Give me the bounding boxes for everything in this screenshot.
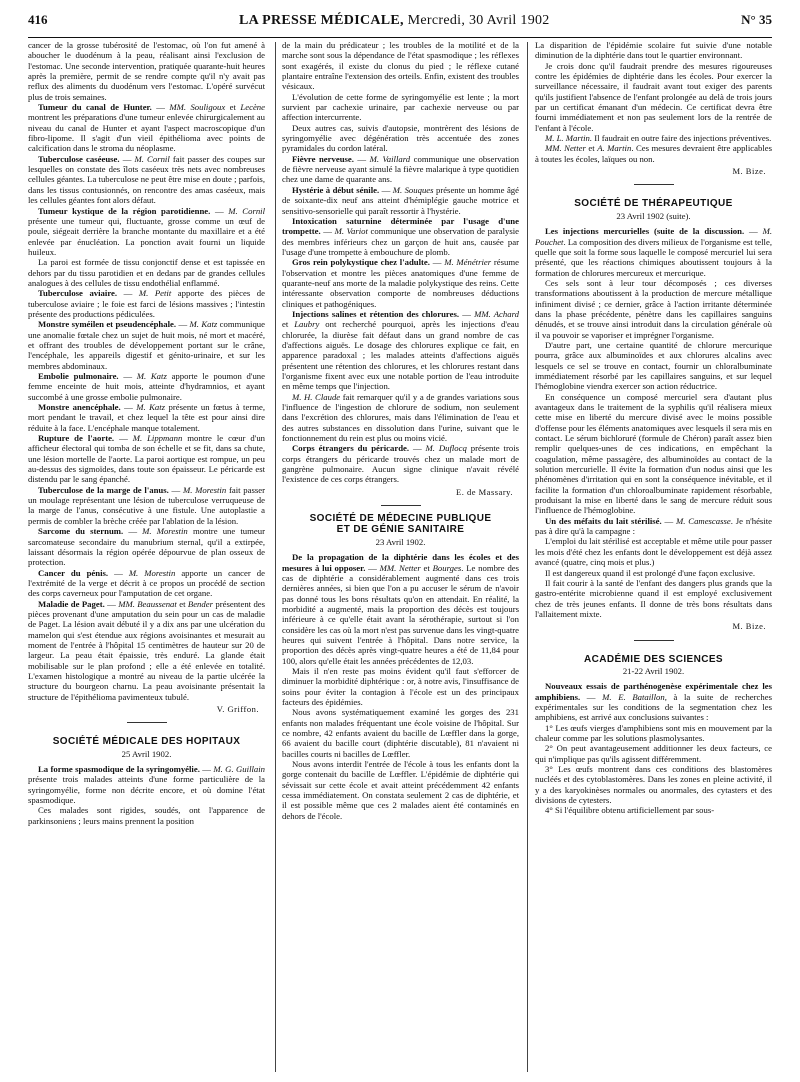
entry-achard: Injections salines et rétention des chlorures. — MM. Achard et Laubry ont recherché pourquoi, après les injections d'eau chlorurée, la diurèse fait défaut dans un grand nombre de cas d'affections aiguës. Le dosage des chlorures explique ce fait, en apparence paradoxal ; les malades atteints d'affections aiguës présentent une rétention des chlorures, et les chlorures restant dans l'organisme fixent avec eux une notable portion de l'eau introduite en même temps que l'injection. [282,308,519,392]
entry-souques: Hystérie à début sénile. — M. Souques présente un homme âgé de soixante-dix neuf ans atteint d'hémiplégie gauche motrice et sensitivo-sensorielle qui paraît ressortir à l'hystérie. [282,184,519,216]
entry-morestin-penis: Cancer du pénis. — M. Morestin apporte un cancer de l'extrémité de la verge et décrit à ce propos un procédé de section des corps caverneux pour l'amputation de cet organe. [28,567,265,599]
running-title [239,13,550,29]
list-item: 4° Si l'équilibre obtenu artificiellement par sous- [545,805,715,816]
paragraph: L'emploi du lait stérilisé est acceptable et même utile pour passer les mois d'été chez les enfants dont le développement est déjà assez avancé (quatre, cinq mois et plus.) [535,536,772,568]
entry-morestin-anus: Tuberculose de la marge de l'anus. — M. Morestin fait passer un moulage représentant une lésion de tuberculose verruqueuse de la marge de l'anus, consécutive à une fistule. Une autoplastie a permis de combler la brèche créée par l'ablation de la lésion. [28,484,265,526]
entry-netter-martin: MM. Netter et A. Martin. Ces mesures devraient être applicables à toutes les écoles, laïques ou non. [535,143,772,164]
paragraph: Il est dangereux quand il est prolongé d'une façon exclusive. [545,567,755,578]
column-divider [275,42,276,1072]
signature-griffon: V. Griffon. [216,704,259,714]
paragraph: Nous avons systématiquement examiné les gorges des 231 enfants non malades fréquentant une école voisine de l'hôpital. Sur ce nombre, 42 enfants avaient du bacille de Lœffler dans la gorge, 66 avaient du bacille court (diphtérie discutable), 81 n'avaient ni bacilles courts ni bacilles de Lœffler. [282,707,519,759]
signature-bize: M. Bize. [732,621,766,632]
paragraph: cancer de la grosse tubérosité de l'estomac, où l'on fut amené à aboucher le duodénum à la peau, réalisant ainsi l'exclusion de l'estomac. Une seconde intervention, pratiquée quarante-huit heures après la première, permit de se rendre compte qu'il n'y avait pas reflux des aliments du duodénum vers l'estomac. L'opéré survécut plus de trois semaines. [28,40,265,102]
section-date: 23 Avril 1902 (suite). [616,210,691,221]
entry-souligoux: Tumeur du canal de Hunter. — MM. Souligoux et Lecène montrent les préparations d'une tumeur enlevée chirurgicalement au niveau du canal de Hunter et ayant l'aspect macroscopique d'un fibro-lipome. Il s'agit d'un vieil épithélioma avec points de calcification dans le stroma du néoplasme. [28,102,265,154]
entry-petit: Tuberculose aviaire. — M. Petit apporte des pièces de tuberculose aviaire ; le foie est farci de lésions massives ; l'intestin présente des productions pédiculées. [28,288,265,319]
section-date: 25 Avril 1902. [121,748,172,759]
column-1 [28,40,265,1076]
section-title-hopitaux: SOCIÉTÉ MÉDICALE DES HOPITAUX [52,736,241,748]
list-item: 3° Les œufs montrent dans ces conditions des blastomères nucléés et des cytoblastomères. Dans les zones en pleine activité, il y a des karyokinèses normales ou anormales, des cytasters et des divisions de cytesters. [535,764,772,806]
section-title-therapeutique: SOCIÉTÉ DE THÉRAPEUTIQUE [574,198,733,210]
entry-menetrier: Gros rein polykystique chez l'adulte. — M. Ménétrier résume l'observation et montre les pièces anatomiques d'une femme de quarante-neuf ans morte de la maladie polykystique des reins. Cette intéressante observation comporte de nombreuses déductions cliniques et pathogéniques. [282,257,519,309]
signature-massary: E. de Massary. [456,486,513,497]
section-date: 23 Avril 1902. [375,536,426,547]
entry-bataillon: Nouveaux essais de parthénogenèse expérimentale chez les amphibiens. — M. E. Bataillon, à la suite de recherches expérimentales sur les conditions de la segmentation chez les amphibiens, est arrivé aux conclusions suivantes : [535,681,772,723]
entry-katz-embolie: Embolie pulmonaire. — M. Katz apporte le poumon d'une femme enceinte de huit mois, atteinte d'hydramnios, et ayant succombé à une grosse embolie pulmonaire. [28,371,265,402]
separator-rule [381,505,421,506]
list-item: 1° Les œufs vierges d'amphibiens sont mis en mouvement par la chaleur comme par les solutions plasmolysantes. [535,722,772,743]
paragraph: Ces sels sont à leur tour décomposés ; ces diverses transformations aboutissent à la production de mercure métallique infiniment divisé ; ce dernier, grâce à l'action irritante déterminée dans la phase précédente, pénètre dans les capillaires sanguins dénudés, et se trouve ainsi introduit dans la circulation générale où il va pouvoir se vaporiser et imprégner l'organisme. [535,277,772,340]
entry-katz-monstre: Monstre syméilen et pseudencéphale. — M. Katz communique une anomalie fœtale chez un sujet de huit mois, né mort et macéré, et offrant des troubles de développement portant sur le crâne, l'encéphale, les appareils digestif et génito-urinaire, et sur les membres abdominaux. [28,319,265,371]
entry-claude: M. H. Claude fait remarquer qu'il y a de grandes variations sous l'influence de l'ingestion de chlorure de sodium, non seulement dans l'excrétion des chlorures, mais dans l'élimination de l'eau et des autres substances en dissolution dans l'urine, suivant que le fonctionnement du rein est plus ou moins vicié. [282,391,519,444]
section-date: 21-22 Avril 1902. [622,665,685,676]
paragraph: Nous avons interdit l'entrée de l'école à tous les enfants dont la gorge contenait du bacille de Lœffler. L'épidémie de diphtérie qui sévissait sur cette école et avait atteint précédemment 42 enfants cessa immédiatement. On constata seulement 2 cas de diphtérie, et il est possible même que ces 2 malades aient été contaminés en dehors de l'école. [282,759,519,821]
separator-rule [127,722,167,723]
page-header [28,12,772,38]
entry-morestin-sternum: Sarcome du sternum. — M. Morestin montre une tumeur sarcomateuse secondaire du manubrium sternal, qu'il a extirpée, laissant désormais la région opérée dépourvue de plan osseux de protection. [28,526,265,568]
paragraph: En conséquence un composé mercuriel sera d'autant plus avantageux dans le traitement de la syphilis qu'il réalisera mieux cette mise en liberté du mercure divisé avec le moins possible d'offense pour les éléments anatomiques avec lesquels il sera mis en contact. Le sérum bichloruré (formule de Chéron) paraît assez bien remplir quelques-unes de ces indications, en empêchant la coagulation, même passagère, des albuminoïdes au contact de la solution mercurielle. Il évite la formation d'un nodus ainsi que les phénomènes d'irritation qui en sont la conséquence inévitable, et il facilite la formation d'un chloroalbuminate rapidement résorbable, produisant la mise en liberté dans le sang de mercure réduit sous l'influence de l'hémoglobine. [535,391,772,516]
section-title-academie: ACADÉMIE DES SCIENCES [584,653,723,665]
paragraph: Mais il n'en reste pas moins évident qu'il faut s'efforcer de diminuer la morbidité diphtérique : or, à notre avis, l'insuffisance de soins pour éviter la contagion à l'école est un des principaux facteurs des épidémies. [282,665,519,707]
paragraph: Je crois donc qu'il faudrait prendre des mesures rigoureuses contre les épidémies de diphtérie dans les écoles. Pour exercer la surveillance nécessaire, il faudrait avant tout exiger des parents qu'ils justifient l'absence de l'enfant prolongée au delà de trois jours par un certificat émanant d'un médecin. Ce certificat devra être fourni immédiatement et non pas seulement lors de la rentrée de l'enfant à l'école. [535,60,772,133]
column-2 [282,40,519,1076]
article-columns [28,40,772,1076]
paragraph: Deux autres cas, suivis d'autopsie, montrèrent des lésions de syringomyélie avec dégénération très accentuée des zones pyramidales du cordon latéral. [282,122,519,154]
issue-number: N° 35 [741,12,772,27]
entry-pouchet: Les injections mercurielles (suite de la discussion. — M. Pouchet. La composition des divers milieux de l'organisme est telle, quelle que soit la forme sous laquelle le composé mercuriel lui sera présenté, que les réactions chimiques aboutissent toujours à la formation de chlorures mercureux et mercurique. [535,226,772,278]
entry-lippmann: Rupture de l'aorte. — M. Lippmann montre le cœur d'un afficheur électoral qui tomba de son échelle et se fit, dans sa chute, une lésion mortelle de l'aorte. La paroi aortique est rompue, un peu au-dessus des sigmoïdes, dans toute son épaisseur. Le péricarde est distendu par le sang épanché. [28,433,265,485]
entry-martin: M. L. Martin. Il faudrait en outre faire des injections préventives. [545,133,772,144]
paragraph: Ces malades sont rigides, soudés, ont l'apparence de parkinsoniens ; leurs mains prennent la position [28,805,265,826]
paragraph: Il fait courir à la santé de l'enfant des dangers plus grands que la gastro-entérite microbienne quand il est employé exclusivement chez de très jeunes enfants. Il donne de très bons résultats dans l'allaitement mixte. [535,577,772,619]
section-title-medecine-publique: SOCIÉTÉ DE MÉDECINE PUBLIQUE [309,513,492,525]
entry-cornil-caseeuse: Tuberculose caséeuse. — M. Cornil fait passer des coupes sur lesquelles on constate des îlots caséeux très nets avec nombreuses cellules géantes. La tuberculose ne peut être mise en doute ; parfois, dans les tissus contusionnés, on rencontre des amas caséeux, mais les cellules géantes font alors défaut. [28,153,265,206]
paragraph: D'autre part, une certaine quantité de chlorure mercurique pourra, grâce aux albuminoïdes et aux chlorures alcalins avec lesquels ce sel se trouve en contact, fournir un chloralbuminate immédiatement résorbé par les capillaires sanguins, et sur lequel l'hémoglobine viendra exercer son action réductrice. [535,339,772,392]
entry-vaillard: Fièvre nerveuse. — M. Vaillard communique une observation de fièvre nerveuse ayant simulé la fièvre malarique à type quotidien chez une dame de quarante ans. [282,153,519,185]
entry-netter-bourges: De la propagation de la diphtérie dans les écoles et des mesures à lui opposer. — MM. Netter et Bourges. Le nombre des cas de diphtérie a considérablement augmenté dans ces trois dernières années, si bien que l'on a pu accuser le sérum de n'avoir pas donné tous les bons résultats qu'on en attendait. En réalité, la morbidité a augmenté, mais la proportion des décès est toujours inférieure à ce qu'elle était avant la sérothérapie, surtout si l'on considère les cas où la mort n'est pas survenue dans les vingt-quatre heures qui suivent l'entrée à l'hôpital. Dans notre service, la proportion des décès après vingt-quatre heures a été de 11,84 pour 100, alors qu'elle était les années précédentes de 12,03. [282,552,519,666]
entry-katz-anencephale: Monstre anencéphale. — M. Katz présente un fœtus à terme, mort pendant le travail, et chez lequel la tête est pour ainsi dire réduite à la face. L'encéphale manque totalement. [28,402,265,433]
entry-guillain: La forme spasmodique de la syringomyélie. — M. G. Guillain présente trois malades atteints d'une forme particulière de la syringomyélie, forme non décrite encore, et où domine l'état spasmodique. [28,764,265,806]
separator-rule [634,184,674,185]
entry-paget: Maladie de Paget. — MM. Beaussenat et Bender présentent des pièces provenant d'une amputation du sein pour un cas de maladie de Paget. La lésion avait débuté il y a dix ans par une ulcération du mamelon qui s'est étendue aux régions avoisinantes et mesurait au moment de l'entrée à l'hôpital 15 centimètres de hauteur sur 20 de largeur. La peau était épaissie, très enduré. La glande était mobilisable sur le plan profond ; elle a été enlevée en totalité. L'examen histologique a montré au niveau de la partie ulcérée la structure du bourgeon charnu. La peau avoisinante présentait la structure de l'épithélioma pavimenteux tubulé. [28,598,265,702]
column-3 [535,40,772,1076]
paragraph: La disparition de l'épidémie scolaire fut suivie d'une notable diminution de la diphtérie dans tout le quartier environnant. [535,40,772,61]
entry-camescasse: Un des méfaits du lait stérilisé. — M. Camescasse. Je n'hésite pas à dire qu'à la campagne : [535,515,772,537]
journal-name: LA PRESSE MÉDICALE, [239,13,404,28]
entry-duflocq: Corps étrangers du péricarde. — M. Duflocq présente trois corps étrangers du péricarde trouvés chez un malade mort de gangrène pulmonaire. Aucun signe clinique n'avait révélé l'existence de ces corps étrangers. [282,443,519,485]
entry-variot: Intoxication saturnine déterminée par l'usage d'une trompette. — M. Variot communique une observation de paralysie des membres inférieurs chez un garçon de huit ans, causée par l'usage d'une trompette à embouchure de plomb. [282,215,519,257]
signature-bize: M. Bize. [732,166,766,177]
page-number: 416 [28,12,48,27]
section-title-genie-sanitaire: ET DE GÉNIE SANITAIRE [336,524,465,536]
paragraph: L'évolution de cette forme de syringomyélie est lente ; la mort survient par cachexie urinaire, par cachexie nerveuse ou par affection intercurrente. [282,91,519,123]
issue-date: Mercredi, 30 Avril 1902 [407,13,550,28]
paragraph: La paroi est formée de tissu conjonctif dense et est tapissée en dehors par du tissu parotidien et en dedans par de grandes cellules analogues à des cellules de tissu endothélial enflammé. [28,257,265,288]
column-divider [527,42,528,1072]
entry-cornil-parotide: Tumeur kystique de la région parotidienne. — M. Cornil présente une tumeur qui, fluctuante, grosse comme un œuf de poule, siégeait derrière la branche montante du maxillaire et a été enlevée par énucléation. La ponction avait fourni un liquide huileux. [28,205,265,257]
list-item: 2° On peut avantageusement additionner les deux facteurs, ce qui n'implique pas qu'ils agissent différemment. [535,743,772,764]
separator-rule [634,640,674,641]
paragraph: de la main du prédicateur ; les troubles de la motilité et de la marche sont sous la dépendance de l'état spasmodique ; les réflexes sont exagérés, il existe du clonus du pied ; le réflexe cutané plantaire entraîne l'extension des orteils. Enfin, existent des troubles vésicaux. [282,40,519,92]
